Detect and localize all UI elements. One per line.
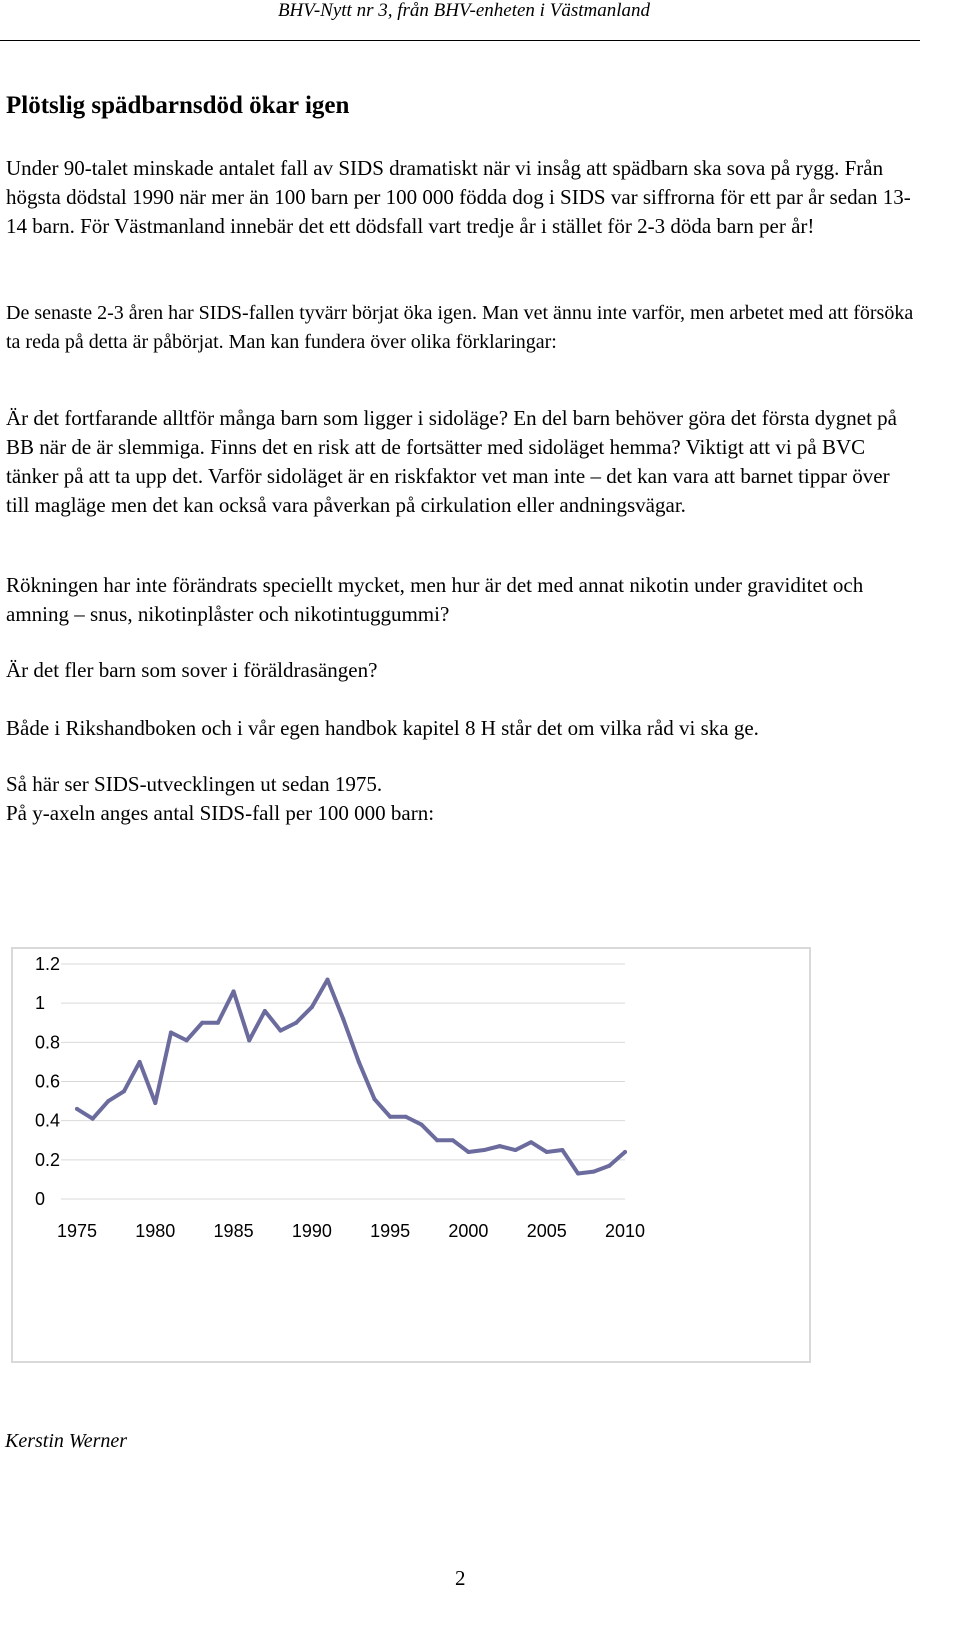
data-point [498, 1144, 502, 1148]
data-point [404, 1115, 408, 1119]
data-point [545, 1150, 549, 1154]
paragraph-chart-intro: Så här ser SIDS-utvecklingen ut sedan 1975. [6, 772, 383, 796]
y-tick-label: 1 [35, 993, 46, 1014]
y-tick-label: 0.2 [35, 1149, 61, 1170]
data-point [482, 1148, 486, 1152]
data-point [247, 1038, 251, 1042]
x-tick-label: 1985 [213, 1221, 254, 1241]
y-tick-label: 1.2 [35, 954, 61, 974]
paragraph-side-position: Är det fortfarande alltför många barn som ligger i sidoläge? En del barn behöver göra det första dygnet på BB när de är slemmiga. Finns det en risk att de fortsätter med sidoläget hemma? Viktigt att vi på BVC tänker på att ta upp det. Varför sidoläget är en riskfaktor vet man inte – det kan vara att barnet tippar över till magläge men det kan också vara påverkan på cirkulation eller andningsvägar. [6, 406, 898, 517]
data-point [576, 1172, 580, 1176]
data-point [326, 978, 330, 982]
paragraph-nicotine: Rökningen har inte förändrats speciellt mycket, men hur är det med annat nikotin under graviditet och amning – snus, nikotinplåster och nikotintuggummi? [6, 573, 864, 626]
data-point [310, 1005, 314, 1009]
author-name: Kerstin Werner [5, 1430, 128, 1452]
y-tick-label: 0.8 [35, 1032, 61, 1053]
data-point [169, 1031, 173, 1035]
data-point [216, 1021, 220, 1025]
x-tick-label: 1980 [135, 1221, 176, 1241]
y-tick-label: 0.4 [35, 1110, 61, 1131]
x-tick-label: 1995 [370, 1221, 411, 1241]
chart-svg [13, 949, 813, 1365]
data-point [466, 1150, 470, 1154]
data-point [122, 1089, 126, 1093]
y-tick-label: 0 [35, 1189, 46, 1209]
data-point [294, 1021, 298, 1025]
x-tick-label: 1975 [56, 1221, 98, 1241]
data-point [341, 1017, 345, 1021]
data-point [106, 1099, 110, 1103]
data-point [560, 1148, 564, 1152]
data-point [153, 1101, 157, 1105]
data-point [451, 1138, 455, 1142]
page-header [0, 0, 920, 41]
page-number: 2 [455, 1566, 466, 1590]
data-point [75, 1107, 79, 1111]
article-title: Plötslig spädbarnsdöd ökar igen [6, 92, 350, 119]
series-line [77, 980, 625, 1174]
x-tick-label: 2010 [604, 1221, 646, 1241]
paragraph-yaxis-note: På y-axeln anges antal SIDS-fall per 100 000 barn: [6, 801, 435, 825]
data-point [91, 1117, 95, 1121]
paragraph-intro: Under 90-talet minskade antalet fall av SIDS dramatiskt när vi insåg att spädbarn ska sova på rygg. Från högsta dödstal 1990 när mer än 100 barn per 100 000 födda dog i SIDS var siffrorna för ett par år sedan 13-14 barn. För Västmanland innebär det ett dödsfall vart tredje år i stället för 2-3 döda barn per år! [6, 156, 911, 238]
data-point [232, 989, 236, 993]
data-point [592, 1170, 596, 1174]
paragraph-cosleeping: Är det fler barn som sover i föräldrasängen? [6, 658, 378, 682]
data-point [357, 1060, 361, 1064]
header-text: BHV-Nytt nr 3, från BHV-enheten i Västmanland [277, 0, 650, 21]
data-point [372, 1097, 376, 1101]
data-point [263, 1009, 267, 1013]
data-point [200, 1021, 204, 1025]
data-point [623, 1150, 627, 1154]
data-point [513, 1148, 517, 1152]
x-tick-label: 2000 [448, 1221, 489, 1241]
x-tick-label: 2005 [526, 1221, 567, 1241]
data-point [279, 1029, 283, 1033]
sids-chart [11, 947, 811, 1363]
x-tick-label: 1990 [291, 1221, 332, 1241]
data-point [419, 1123, 423, 1127]
data-point [388, 1115, 392, 1119]
data-point [529, 1140, 533, 1144]
data-point [435, 1138, 439, 1142]
y-tick-label: 0.6 [35, 1071, 61, 1092]
paragraph-handbook: Både i Rikshandboken och i vår egen handbok kapitel 8 H står det om vilka råd vi ska ge. [6, 716, 759, 740]
data-point [185, 1038, 189, 1042]
paragraph-increase: De senaste 2-3 åren har SIDS-fallen tyvärr börjat öka igen. Man vet ännu inte varför, men arbetet med att försöka ta reda på detta är påbörjat. Man kan fundera över olika förklaringar: [6, 302, 914, 353]
data-point [138, 1060, 142, 1064]
data-point [607, 1164, 611, 1168]
